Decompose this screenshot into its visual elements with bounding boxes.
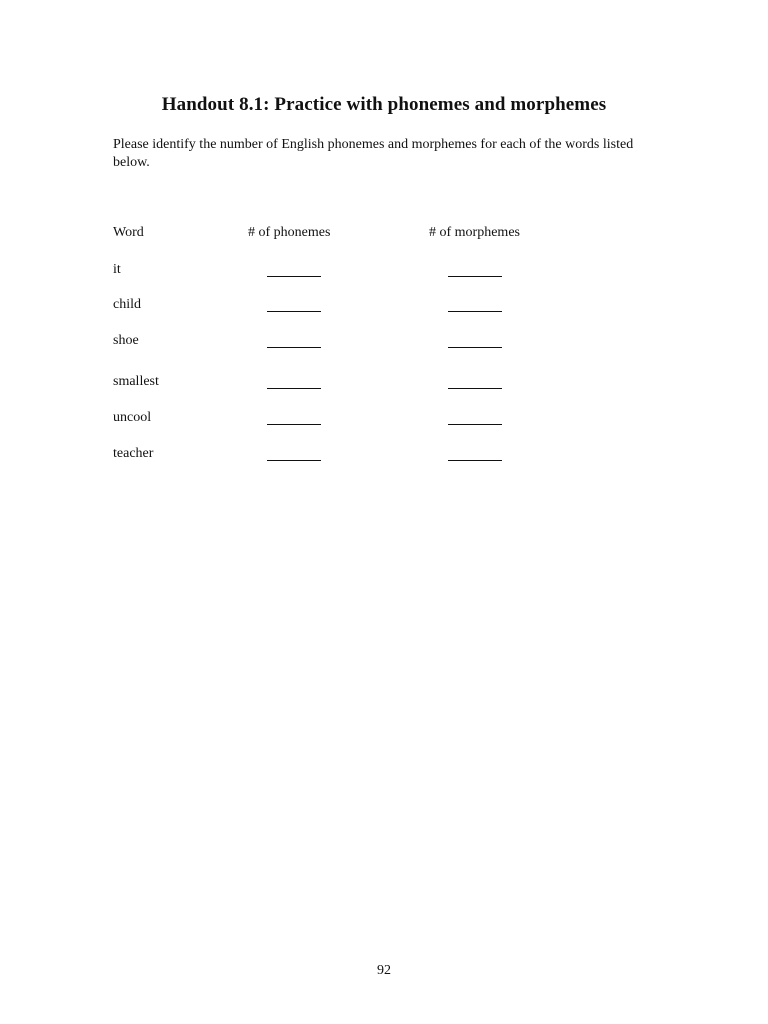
header-morphemes: # of morphemes xyxy=(429,225,520,240)
phonemes-blank[interactable] xyxy=(267,276,321,277)
morphemes-blank[interactable] xyxy=(448,311,502,312)
row-word-teacher: teacher xyxy=(113,446,154,461)
phonemes-blank[interactable] xyxy=(267,311,321,312)
header-word: Word xyxy=(113,225,144,240)
row-word-uncool: uncool xyxy=(113,410,152,425)
row-word-it: it xyxy=(113,262,121,277)
morphemes-blank[interactable] xyxy=(448,460,502,461)
phonemes-blank[interactable] xyxy=(267,424,321,425)
phonemes-blank[interactable] xyxy=(267,347,321,348)
phonemes-blank[interactable] xyxy=(267,460,321,461)
morphemes-blank[interactable] xyxy=(448,347,502,348)
page-title: Handout 8.1: Practice with phonemes and morphemes xyxy=(161,94,607,115)
instructions-text: Please identify the number of English phonemes and morphemes for each of the words listed below. xyxy=(113,137,634,170)
header-phonemes: # of phonemes xyxy=(248,225,331,240)
row-word-smallest: smallest xyxy=(113,374,159,389)
page-number: 92 xyxy=(377,963,391,978)
row-word-shoe: shoe xyxy=(113,333,139,348)
phonemes-blank[interactable] xyxy=(267,388,321,389)
morphemes-blank[interactable] xyxy=(448,276,502,277)
row-word-child: child xyxy=(113,297,141,312)
morphemes-blank[interactable] xyxy=(448,424,502,425)
morphemes-blank[interactable] xyxy=(448,388,502,389)
